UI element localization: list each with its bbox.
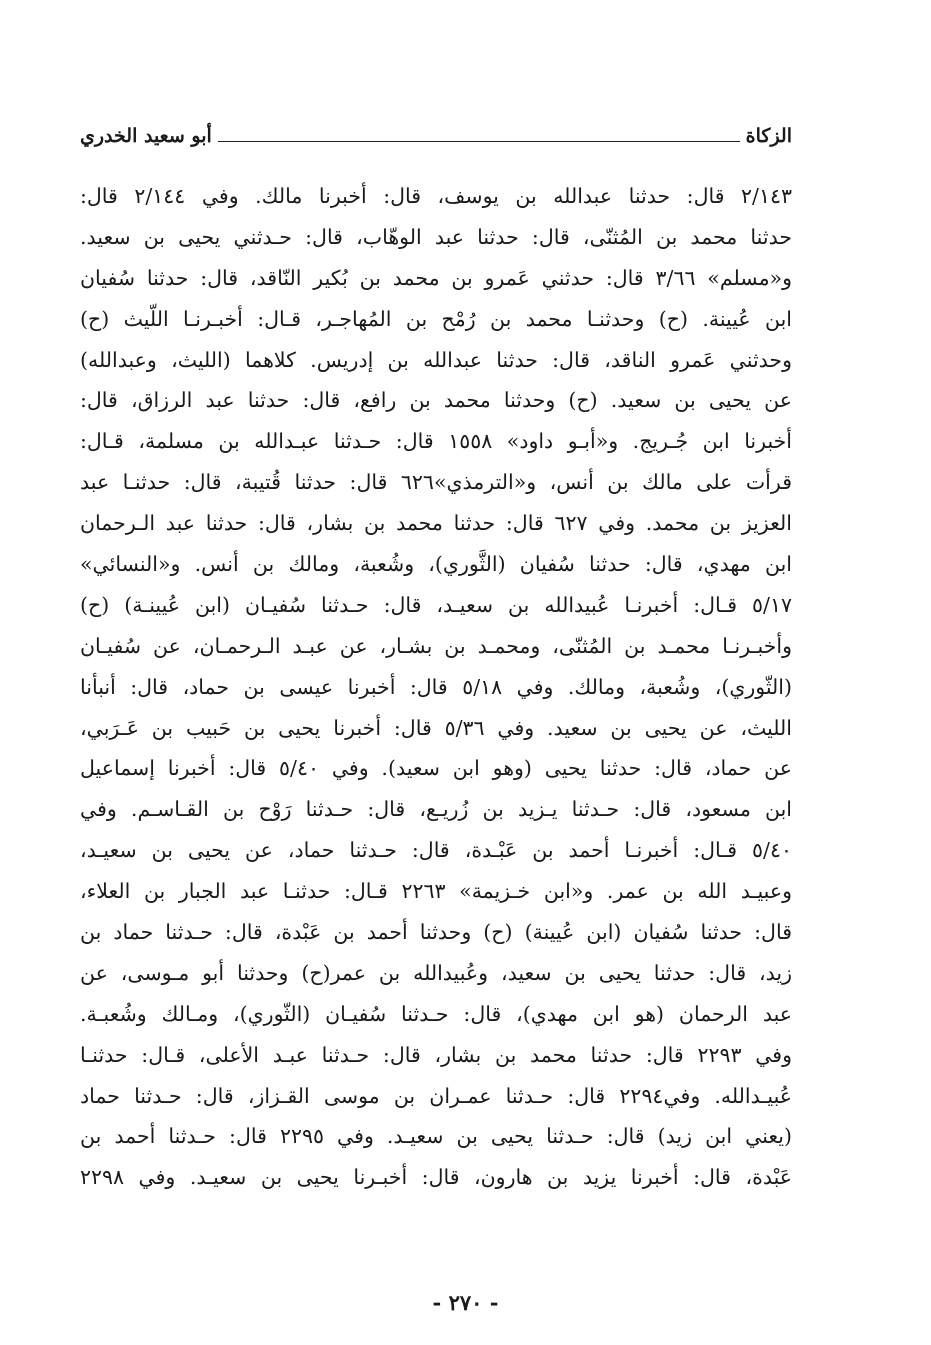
text-line: وعبيـد الله بن عمر. و«ابن خـزيمة» ٢٢٦٣ قـال: حدثنـا عبد الجبار بن العلاء، <box>80 879 792 904</box>
text-line: ٢/١٤٣ قال: حدثنا عبدالله بن يوسف، قال: أخبرنا مالك. وفي ٢/١٤٤ قال: <box>80 184 792 208</box>
running-header <box>80 118 792 148</box>
text-line: وفي ٢٢٩٣ قال: حدثنا محمد بن بشار، قال: حـدثنا عبـد الأعلى، قـال: حدثنـا <box>80 1042 792 1067</box>
text-line: زيد، قال: حدثنا يحيى بن سعيد، وعُبيدالله بن عمر(ح) وحدثنا أبو مـوسى، عن <box>80 960 792 985</box>
narrator-title: أبو سعيد الخدري <box>80 125 212 147</box>
header-rule <box>218 141 740 142</box>
text-line: ابن مهدي، قال: حدثنا سُفيان (الثَّوري)، وشُعبة، ومالك بن أنس. و«النسائي» <box>80 552 792 577</box>
text-line: عن حماد، قال: حدثنا يحيى (وهو ابن سعيد). وفي ٥/٤٠ قال: أخبرنا إسماعيل <box>80 756 792 781</box>
text-line: قرأت على مالك بن أنس، و«الترمذي»٦٢٦ قال: حدثنا قُتيبة، قال: حدثنـا عبد <box>80 470 792 495</box>
hadith-body <box>80 176 792 1198</box>
text-line: عن يحيى بن سعيد. (ح) وحدثنا محمد بن رافع، قال: حدثنا عبد الرزاق، قال: <box>80 388 792 413</box>
text-line: عبد الرحمان (هو ابن مهدي)، قال: حـدثنا سُفيـان (الثّوري)، ومـالك وشُعبـة. <box>80 1001 792 1026</box>
text-line: ابن عُيينة. (ح) وحدثنـا محمد بن رُمْح بن المُهاجـر، قـال: أخبـرنـا اللّيث (ح) <box>80 306 792 331</box>
text-line: عُبيـدالله. وفي٢٢٩٤ قال: حـدثنا عمـران بن موسى القـزاز، قال: حـدثنا حماد <box>80 1083 792 1108</box>
text-line: وأخبـرنـا محمـد بن المُثنّى، ومحمـد بن بشـار، عن عبـد الـرحمـان، عن سُفيـان <box>80 633 792 658</box>
text-line: أخبرنا ابن جُـريج. و«أبـو داود» ١٥٥٨ قال: حـدثنا عبـدالله بن مسلمة، قـال: <box>80 429 792 454</box>
text-line: حدثنا محمد بن المُثنّى، قال: حدثنا عبد الوهّاب، قال: حـدثني يحيى بن سعيد. <box>80 224 792 249</box>
chapter-title: الزكاة <box>745 125 792 147</box>
text-line: ابن مسعود، قال: حـدثنا يـزيد بن زُريـع، قال: حـدثنا رَوْح بن القـاسـم. وفي <box>80 797 792 822</box>
page-number: - ٢٧٠ - <box>432 1290 499 1315</box>
text-line: ٥/٤٠ قـال: أخبرنـا أحمد بن عَبْـدة، قال: حـدثنا حماد، عن يحيى بن سعيـد، <box>80 838 792 863</box>
text-line: وحدثني عَمرو الناقد، قال: حدثنا عبدالله بن إدريس. كلاهما (الليث، وعبدالله) <box>80 347 792 372</box>
text-line: الليث، عن يحيى بن سعيد. وفي ٥/٣٦ قال: أخبرنا يحيى بن حَبيب بن عَـرَبي، <box>80 715 792 740</box>
text-line: (الثّوري)، وشُعبة، ومالك. وفي ٥/١٨ قال: أخبرنا عيسى بن حماد، قال: أنبأنا <box>80 674 792 699</box>
text-line: العزيز بن محمد. وفي ٦٢٧ قال: حدثنا محمد بن بشار، قال: حدثنا عبد الـرحمان <box>80 511 792 536</box>
text-line: (يعني ابن زيد) قال: حـدثنا يحيى بن سعيـد. وفي ٢٢٩٥ قال: حـدثنا أحمد بن <box>80 1124 792 1149</box>
text-line: عَبْدة، قال: أخبرنا يزيد بن هارون، قال: أخبـرنا يحيى بن سعيـد. وفي ٢٢٩٨ <box>80 1165 792 1190</box>
text-line: ٥/١٧ قـال: أخبرنـا عُبيدالله بن سعيـد، قال: حـدثنا سُفيـان (ابن عُيينـة) (ح) <box>80 592 792 617</box>
text-line: و«مسلم» ٣/٦٦ قال: حدثني عَمرو بن محمد بن بُكير النّاقد، قال: حدثنا سُفيان <box>80 265 792 290</box>
text-line: قال: حدثنا سُفيان (ابن عُيينة) (ح) وحدثنا أحمد بن عَبْدة، قال: حـدثنا حماد بن <box>80 920 792 945</box>
